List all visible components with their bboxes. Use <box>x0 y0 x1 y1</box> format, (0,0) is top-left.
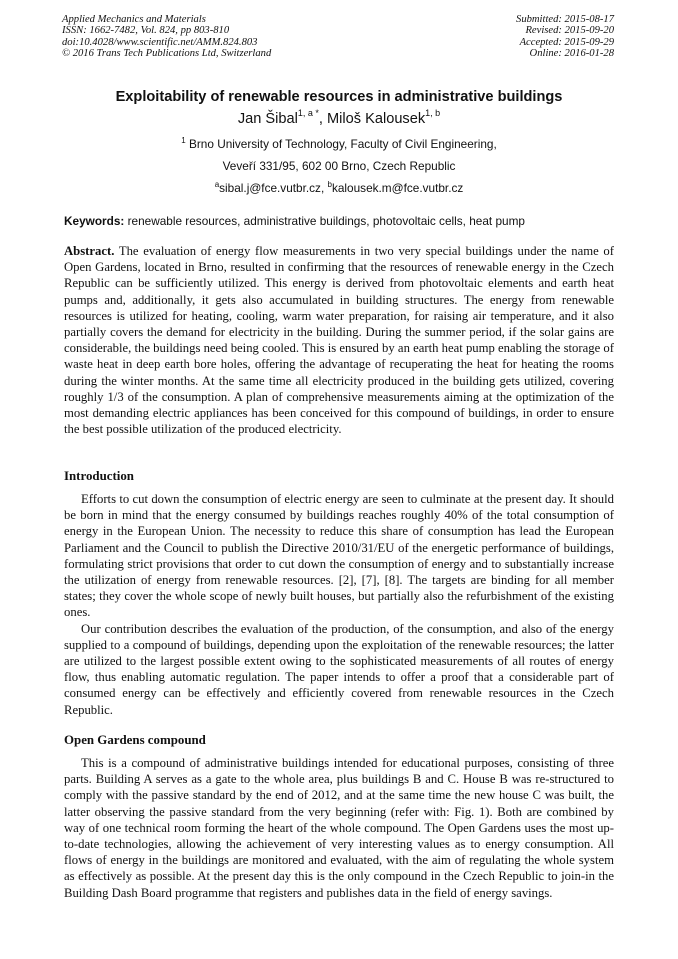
author-name: Jan Šibal <box>237 111 298 127</box>
affiliation-line <box>0 137 678 151</box>
open-gardens-body <box>64 755 614 901</box>
affiliation-address: Veveří 331/95, 602 00 Brno, Czech Republic <box>222 159 456 173</box>
accepted-date: Accepted: 2015-09-29 <box>519 36 614 48</box>
keywords-label: Keywords: <box>64 214 125 228</box>
journal-name: Applied Mechanics and Materials <box>62 14 206 25</box>
issn-line: ISSN: 1662-7482, Vol. 824, pp 803-810 <box>62 25 230 37</box>
introduction-body <box>64 491 614 718</box>
email-address: sibal.j@fce.vutbr.cz, <box>219 181 328 195</box>
author-name: Miloš Kalousek <box>327 111 426 127</box>
copyright-line: © 2016 Trans Tech Publications Ltd, Switzerland <box>62 47 272 59</box>
doi-line: doi:10.4028/www.scientific.net/AMM.824.803 <box>62 36 258 48</box>
paragraph: Efforts to cut down the consumption of electric energy are seen to culminate at the present day. It should be born in mind that the energy consumed by buildings reaches roughly 40% of the total consumption of energy in the European Union. The necessity to reduce this share of consumption has lead the European Parliament and the Council to publish the Directive 2010/31/EU of the energetic performance of buildings, formulating strict provisions that order to cut down the consumption of energy and to substantially increase the utilization of energy from renewable resources. [2], [7], [8]. The targets are binding for all member states; they cover the whole scope of newly built houses, but partially also the refurbishment of the existing ones. <box>64 492 614 620</box>
author-list <box>0 108 678 127</box>
abstract-text: The evaluation of energy flow measurements in two very special buildings under the name of Open Gardens, located in Brno, resulted in confirming that the resources of renewable energy in the Czech Republic can be sufficiently utilized. This energy is derived from photovoltaic elements and earth heat pumps and, additionally, it gets also accumulated in building structures. The energy from renewable resources is utilized for heating, cooling, warm water preparation, for raising air temperature, and it also partially covers the demand for electricity in the building. During the summer period, if the solar gains are considerable, the buildings need being cooled. This is ensured by an earth heat pump enabling the storage of waste heat in deep earth bore holes, offering the advantage of recuperating the heat for heating the rooms during the winter months. At the same time all electricity produced in the building gets utilized, covering roughly 1/3 of the consumption. A plan of comprehensive measurements aiming at the optimization of the most demanding electric appliances has been conceived for this compound of buildings, in order to ensure the best possible utilization of the produced electricity. <box>64 244 614 437</box>
paragraph: This is a compound of administrative buildings intended for educational purposes, consisting of three parts. Building A serves as a gate to the whole area, plus buildings B and C. House B was re-structured to comply with the passive standard by the end of 2012, and at the same time the new house C was built, the latter observing the passive standard from the very beginning (refer with: Fig. 1). Both are combined by way of one technical room forming the heart of the whole compound. The Open Gardens uses the most up-to-date technologies, allowing the achievement of very interesting values as to energy consumption. All flows of energy in the buildings are monitored and evaluated, with the aim of regulating the whole system as effectively as possible. At the present day this is the only compound in the Czech Republic to join-in the Building Dash Board programme that registers and publishes data in the field of energy savings. <box>64 756 614 900</box>
keywords-text: renewable resources, administrative buildings, photovoltaic cells, heat pump <box>124 214 525 228</box>
author-separator: , <box>318 111 327 127</box>
paper-title: Exploitability of renewable resources in administrative buildings <box>115 89 563 105</box>
author-affiliation-mark: 1, a * <box>297 108 319 118</box>
email-mark: a <box>214 180 220 189</box>
affiliation-mark: 1 <box>181 136 186 145</box>
email-mark: b <box>327 180 332 189</box>
abstract <box>64 243 614 437</box>
author-affiliation-mark: 1, b <box>425 108 441 118</box>
paragraph: Our contribution describes the evaluation of the production, of the consumption, and also of the energy supplied to a compound of buildings, depending upon the exploitation of the renewable resources; the latter are utilized to the largest possible extent owing to the sophisticated measurements of all routes of energy flow, thus enabling automatic regulation. The paper intends to offer a proof that a considerable part of consumed energy can be effectively and efficiently covered from renewable resources in the Czech Republic. <box>64 621 614 717</box>
keywords <box>64 214 525 228</box>
section-heading-introduction: Introduction <box>64 469 134 483</box>
online-date: Online: 2016-01-28 <box>529 47 614 59</box>
dates-info <box>516 14 614 59</box>
email-address: kalousek.m@fce.vutbr.cz <box>331 181 464 195</box>
revised-date: Revised: 2015-09-20 <box>525 25 614 37</box>
journal-info <box>62 14 271 59</box>
email-line <box>0 181 678 195</box>
abstract-label: Abstract. <box>64 244 115 258</box>
affiliation-institution: Brno University of Technology, Faculty of Civil Engineering, <box>185 137 497 151</box>
section-heading-open-gardens: Open Gardens compound <box>64 733 206 747</box>
submitted-date: Submitted: 2015-08-17 <box>516 14 614 25</box>
